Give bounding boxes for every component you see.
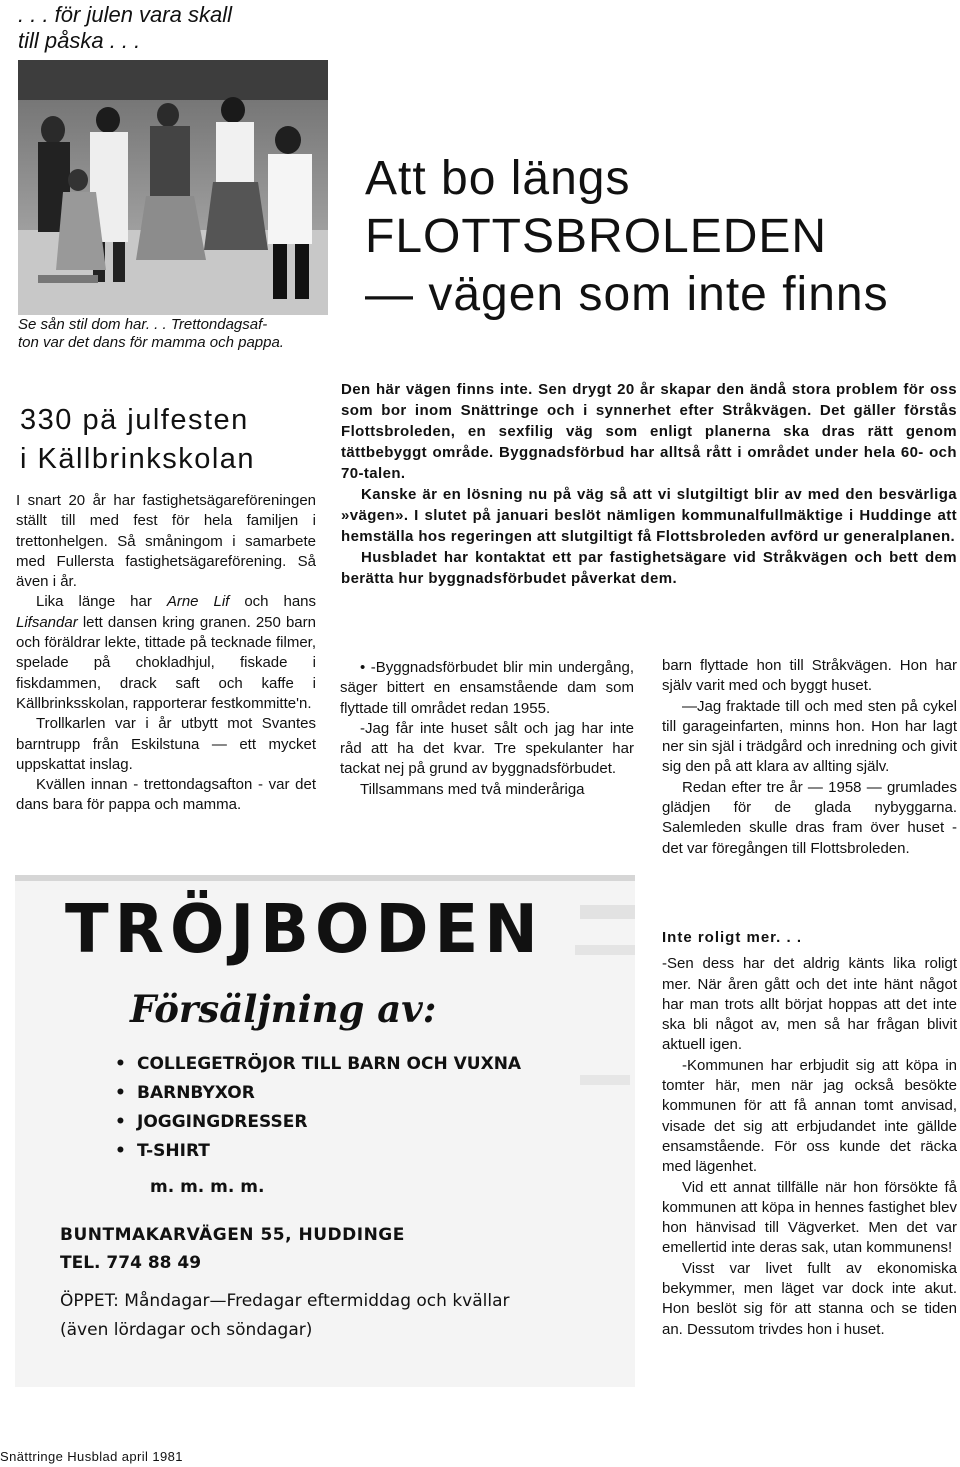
middle-paragraph-2: -Jag får inte huset sålt och jag har inte råd att ha det kvar. Tre spekulanter har tackat nej på grund av byggnadsförbudet. <box>340 719 634 778</box>
headline-line1: Att bo längs <box>365 152 631 205</box>
advert-item-label: JOGGINGDRESSER <box>137 1112 308 1132</box>
right2-paragraph-3: Vid ett annat tillfälle när hon försökte få kommunen att köpa in hennes fastighet blev hon hänvisad till Vägverket. Men det var emellertid inte deras sak, utan kommunens! <box>662 1178 957 1257</box>
section-heading: Inte roligt mer. . . <box>662 929 803 946</box>
bullet-icon: • <box>115 1083 126 1103</box>
left-article-body <box>16 491 316 816</box>
advert-item-label: COLLEGETRÖJOR TILL BARN OCH VUXNA <box>137 1054 522 1074</box>
top-caption <box>18 2 318 54</box>
advert-item <box>115 1050 521 1079</box>
right2-paragraph-1: -Sen dess har det aldrig känts lika roligt mer. När åren gått och det inte hänt något har man trots allt börjat hoppas att det inte ska bli något av, men så har frågan blivit aktuell igen. <box>662 955 957 1054</box>
right-paragraph-2: —Jag fraktade till och med sten på cykel till garageinfarten, minns hon. Hon har lagt ner sin själ i trädgård och inredning och givit sig den på att klara av allting själv. <box>662 697 957 776</box>
bullet-icon: • <box>115 1141 126 1161</box>
right-column <box>662 656 957 859</box>
advert-opening-hours-note: (även lördagar och söndagar) <box>60 1320 313 1340</box>
left-article-heading <box>20 401 340 479</box>
intro-paragraph-3: Husbladet har kontaktat ett par fastighetsägare vid Stråkvägen och bett dem berätta hur byggnadsförbudet påverkat dem. <box>341 549 957 587</box>
left-paragraph-1: I snart 20 år har fastighetsägareföreningen ställt till med fest för hela familjen i trettonhelgen. Så småningom i samarbete med Fullersta fastighetsägareförening. Så även i år. <box>16 492 316 591</box>
advert-item <box>115 1079 521 1108</box>
advert-item-label: T-SHIRT <box>137 1141 210 1161</box>
article-headline <box>365 150 945 324</box>
photo-caption-line2: ton var det dans för mamma och pappa. <box>18 334 284 351</box>
bullet-icon: • <box>115 1112 126 1132</box>
top-caption-line2: till påska . . . <box>18 28 141 53</box>
right-paragraph-1: barn flyttade hon till Stråkvägen. Hon har själv varit med och byggt huset. <box>662 657 957 695</box>
middle-column <box>340 658 634 800</box>
photo-caption-line1: Se sån stil dom har. . . Trettondagsaf- <box>18 316 268 333</box>
advert-title: TRÖJBODEN <box>65 891 544 969</box>
bullet-icon: • <box>115 1054 126 1074</box>
page-footer: Snättringe Husblad april 1981 <box>0 1449 183 1464</box>
middle-paragraph-1: • -Byggnadsförbudet blir min undergång, säger bittert en ensamstående dam som flyttade till området redan 1955. <box>340 659 634 717</box>
right2-paragraph-2: -Kommunen har erbjudit sig att köpa in tomter här, men när jag också besökte kommunen för att få annan tomt anvisad, visade det sig att erbjudandet inte gällde ensamstående. För oss kunde det räcka med lägenhet. <box>662 1056 957 1176</box>
headline-line2: FLOTTSBROLEDEN <box>365 210 828 263</box>
right-paragraph-3: Redan efter tre år — 1958 — grumlades glädjen för de glada nybyggarna. Salemleden skulle dras fram över huset - det var föregången till Flottsbroleden. <box>662 778 957 857</box>
advertisement <box>15 875 635 1387</box>
advert-item <box>115 1108 521 1137</box>
middle-paragraph-3: Tillsammans med två minderåriga <box>360 780 585 798</box>
person-name: Arne Lif <box>166 593 230 611</box>
article-intro <box>341 379 957 589</box>
text-run: lett dansen kring granen. 250 barn och föräldrar lekte, tittade på tecknade filmer, spelade på chokladhjul, fiskade i fiskdammen, drack saft och kaffe i Källbrinksskolan, rapporterar festkommitte'n. <box>16 613 316 712</box>
advert-item-label: BARNBYXOR <box>137 1083 255 1103</box>
intro-paragraph-2: Kanske är en lösning nu på väg så att vi slutgiltigt blir av med den besvärliga »vägen». I slutet på januari beslöt nämligen kommunalfullmäktige i Huddinge att hemställa hos regeringen att slutgiltigt få Flottsbroleden avförd ur generalplanen. <box>341 486 957 545</box>
text-run: och hans <box>229 593 317 611</box>
top-caption-line1: . . . för julen vara skall <box>18 2 232 27</box>
left-paragraph-3: Trollkarlen var i år utbytt mot Svantes barntrupp från Eskilstuna — ett mycket uppskattat inslag. <box>16 715 316 773</box>
right-column-continued <box>662 928 957 1340</box>
left-paragraph-4: Kvällen innan - trettondagsafton - var det dans bara för pappa och mamma. <box>16 776 316 814</box>
advert-subtitle: Försäljning av: <box>130 987 437 1031</box>
text-run: Lika länge har <box>36 593 167 611</box>
headline-line3: — vägen som inte finns <box>365 268 889 321</box>
left-heading-line2: i Källbrinkskolan <box>20 443 256 475</box>
photo-caption <box>18 316 338 352</box>
advert-item <box>115 1137 521 1166</box>
advert-phone: TEL. 774 88 49 <box>60 1253 202 1273</box>
advert-product-list <box>115 1050 521 1166</box>
intro-paragraph-1: Den här vägen finns inte. Sen drygt 20 år skapar den ändå stora problem för oss som bor inom Snättringe och i synnerhet efter Stråkvägen. Det gäller förstås Flottsbroleden, en sexfilig väg som enligt planerna ska dras rätt genom tättbebyggt område. Byggnadsförbud har alltså rått i området under hela 60- och 70-talen. <box>341 381 957 482</box>
left-paragraph-2 <box>16 592 316 714</box>
dance-photo <box>18 60 328 315</box>
right2-paragraph-4: Visst var livet fullt av ekonomiska bekymmer, men läget var dock inte akut. Hon beslöt sig för att stanna och se tiden an. Dessutom trivdes hon i huset. <box>662 1259 957 1338</box>
left-heading-line1: 330 pä julfesten <box>20 404 249 436</box>
advert-opening-hours: ÖPPET: Måndagar—Fredagar eftermiddag och kvällar <box>60 1291 510 1311</box>
advert-etc: m. m. m. m. <box>150 1177 265 1197</box>
advert-address: BUNTMAKARVÄGEN 55, HUDDINGE <box>60 1225 405 1245</box>
band-name: Lifsandar <box>16 613 78 631</box>
